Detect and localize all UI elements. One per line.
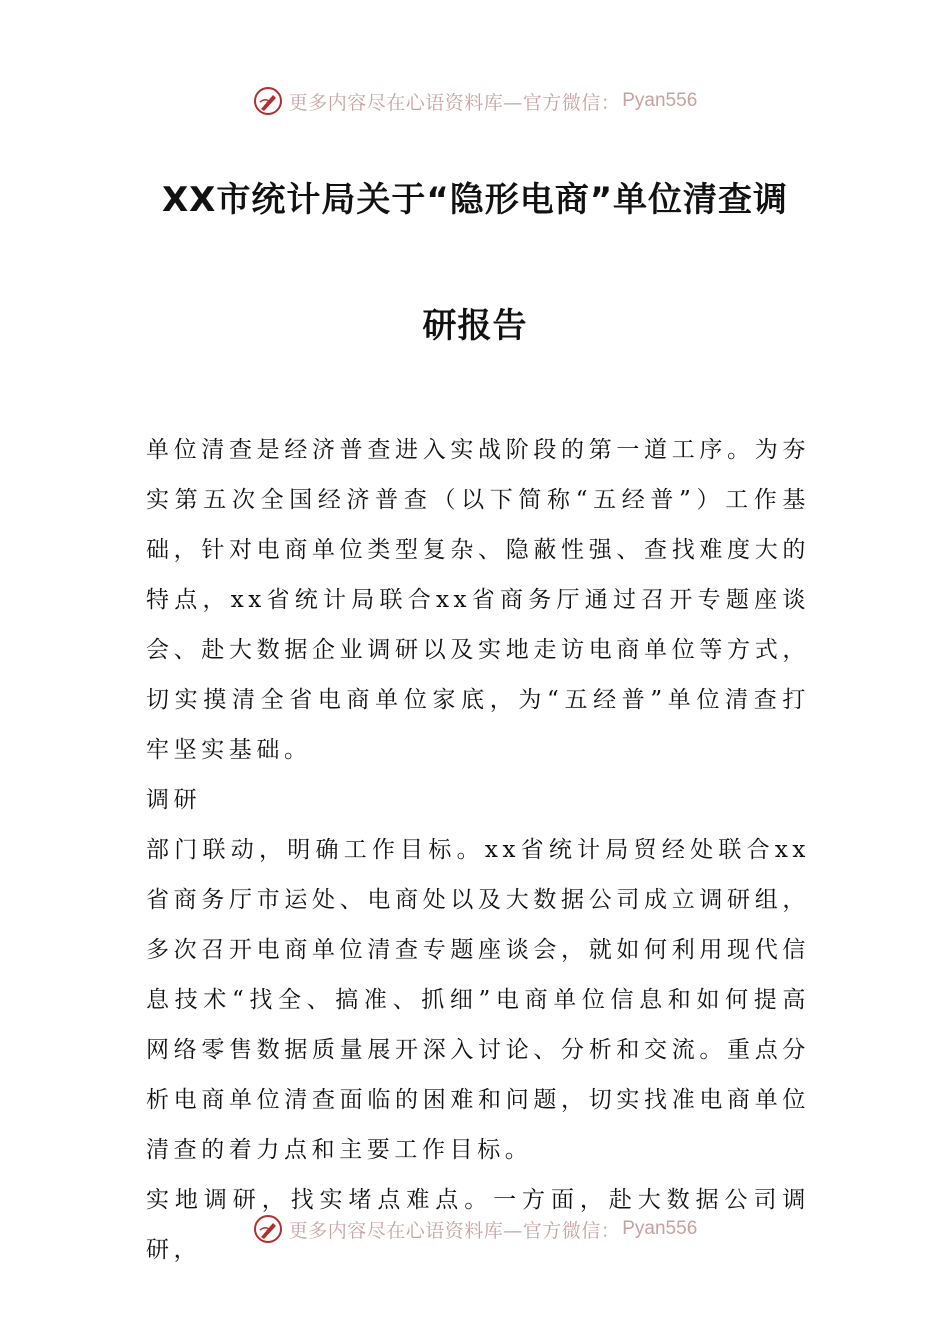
- watermark-footer: [0, 1214, 950, 1244]
- watermark-wechat-id: Pyan556: [622, 1218, 698, 1239]
- paragraph-intro: 单位清查是经济普查进入实战阶段的第一道工序。为夯实第五次全国经济普查（以下简称“五经普”）工作基础，针对电商单位类型复杂、隐蔽性强、查找难度大的特点，xx省统计局联合xx省商务厅通过召开专题座谈会、赴大数据企业调研以及实地走访电商单位等方式，切实摸清全省电商单位家底，为“五经普”单位清查打牢坚实基础。: [146, 437, 810, 763]
- watermark-text: 更多内容尽在心语资料库—官方微信：: [288, 1219, 621, 1242]
- quill-logo-icon: [253, 86, 283, 116]
- watermark-text: 更多内容尽在心语资料库—官方微信：: [288, 91, 621, 114]
- quill-logo-icon: [253, 1214, 283, 1244]
- paragraph-field-research: 实地调研，找实堵点难点。一方面，赴大数据公司调研，: [146, 1187, 810, 1263]
- paragraph-department-linkage: 部门联动，明确工作目标。xx省统计局贸经处联合xx省商务厅市运处、电商处以及大数据公司成立调研组，多次召开电商单位清查专题座谈会，就如何利用现代信息技术“找全、搞准、抓细”电商单位信息和如何提高网络零售数据质量展开深入讨论、分析和交流。重点分析电商单位清查面临的困难和问题，切实找准电商单位清查的着力点和主要工作目标。: [146, 837, 810, 1163]
- document-body: [146, 425, 810, 1275]
- document-title-line-1: XX市统计局关于“隐形电商”单位清查调: [161, 180, 789, 220]
- paragraph-heading-research: 调研: [146, 787, 202, 813]
- watermark-wechat-id: Pyan556: [622, 90, 698, 111]
- watermark-header: [0, 86, 950, 116]
- document-title-line-2: 研报告: [422, 306, 528, 346]
